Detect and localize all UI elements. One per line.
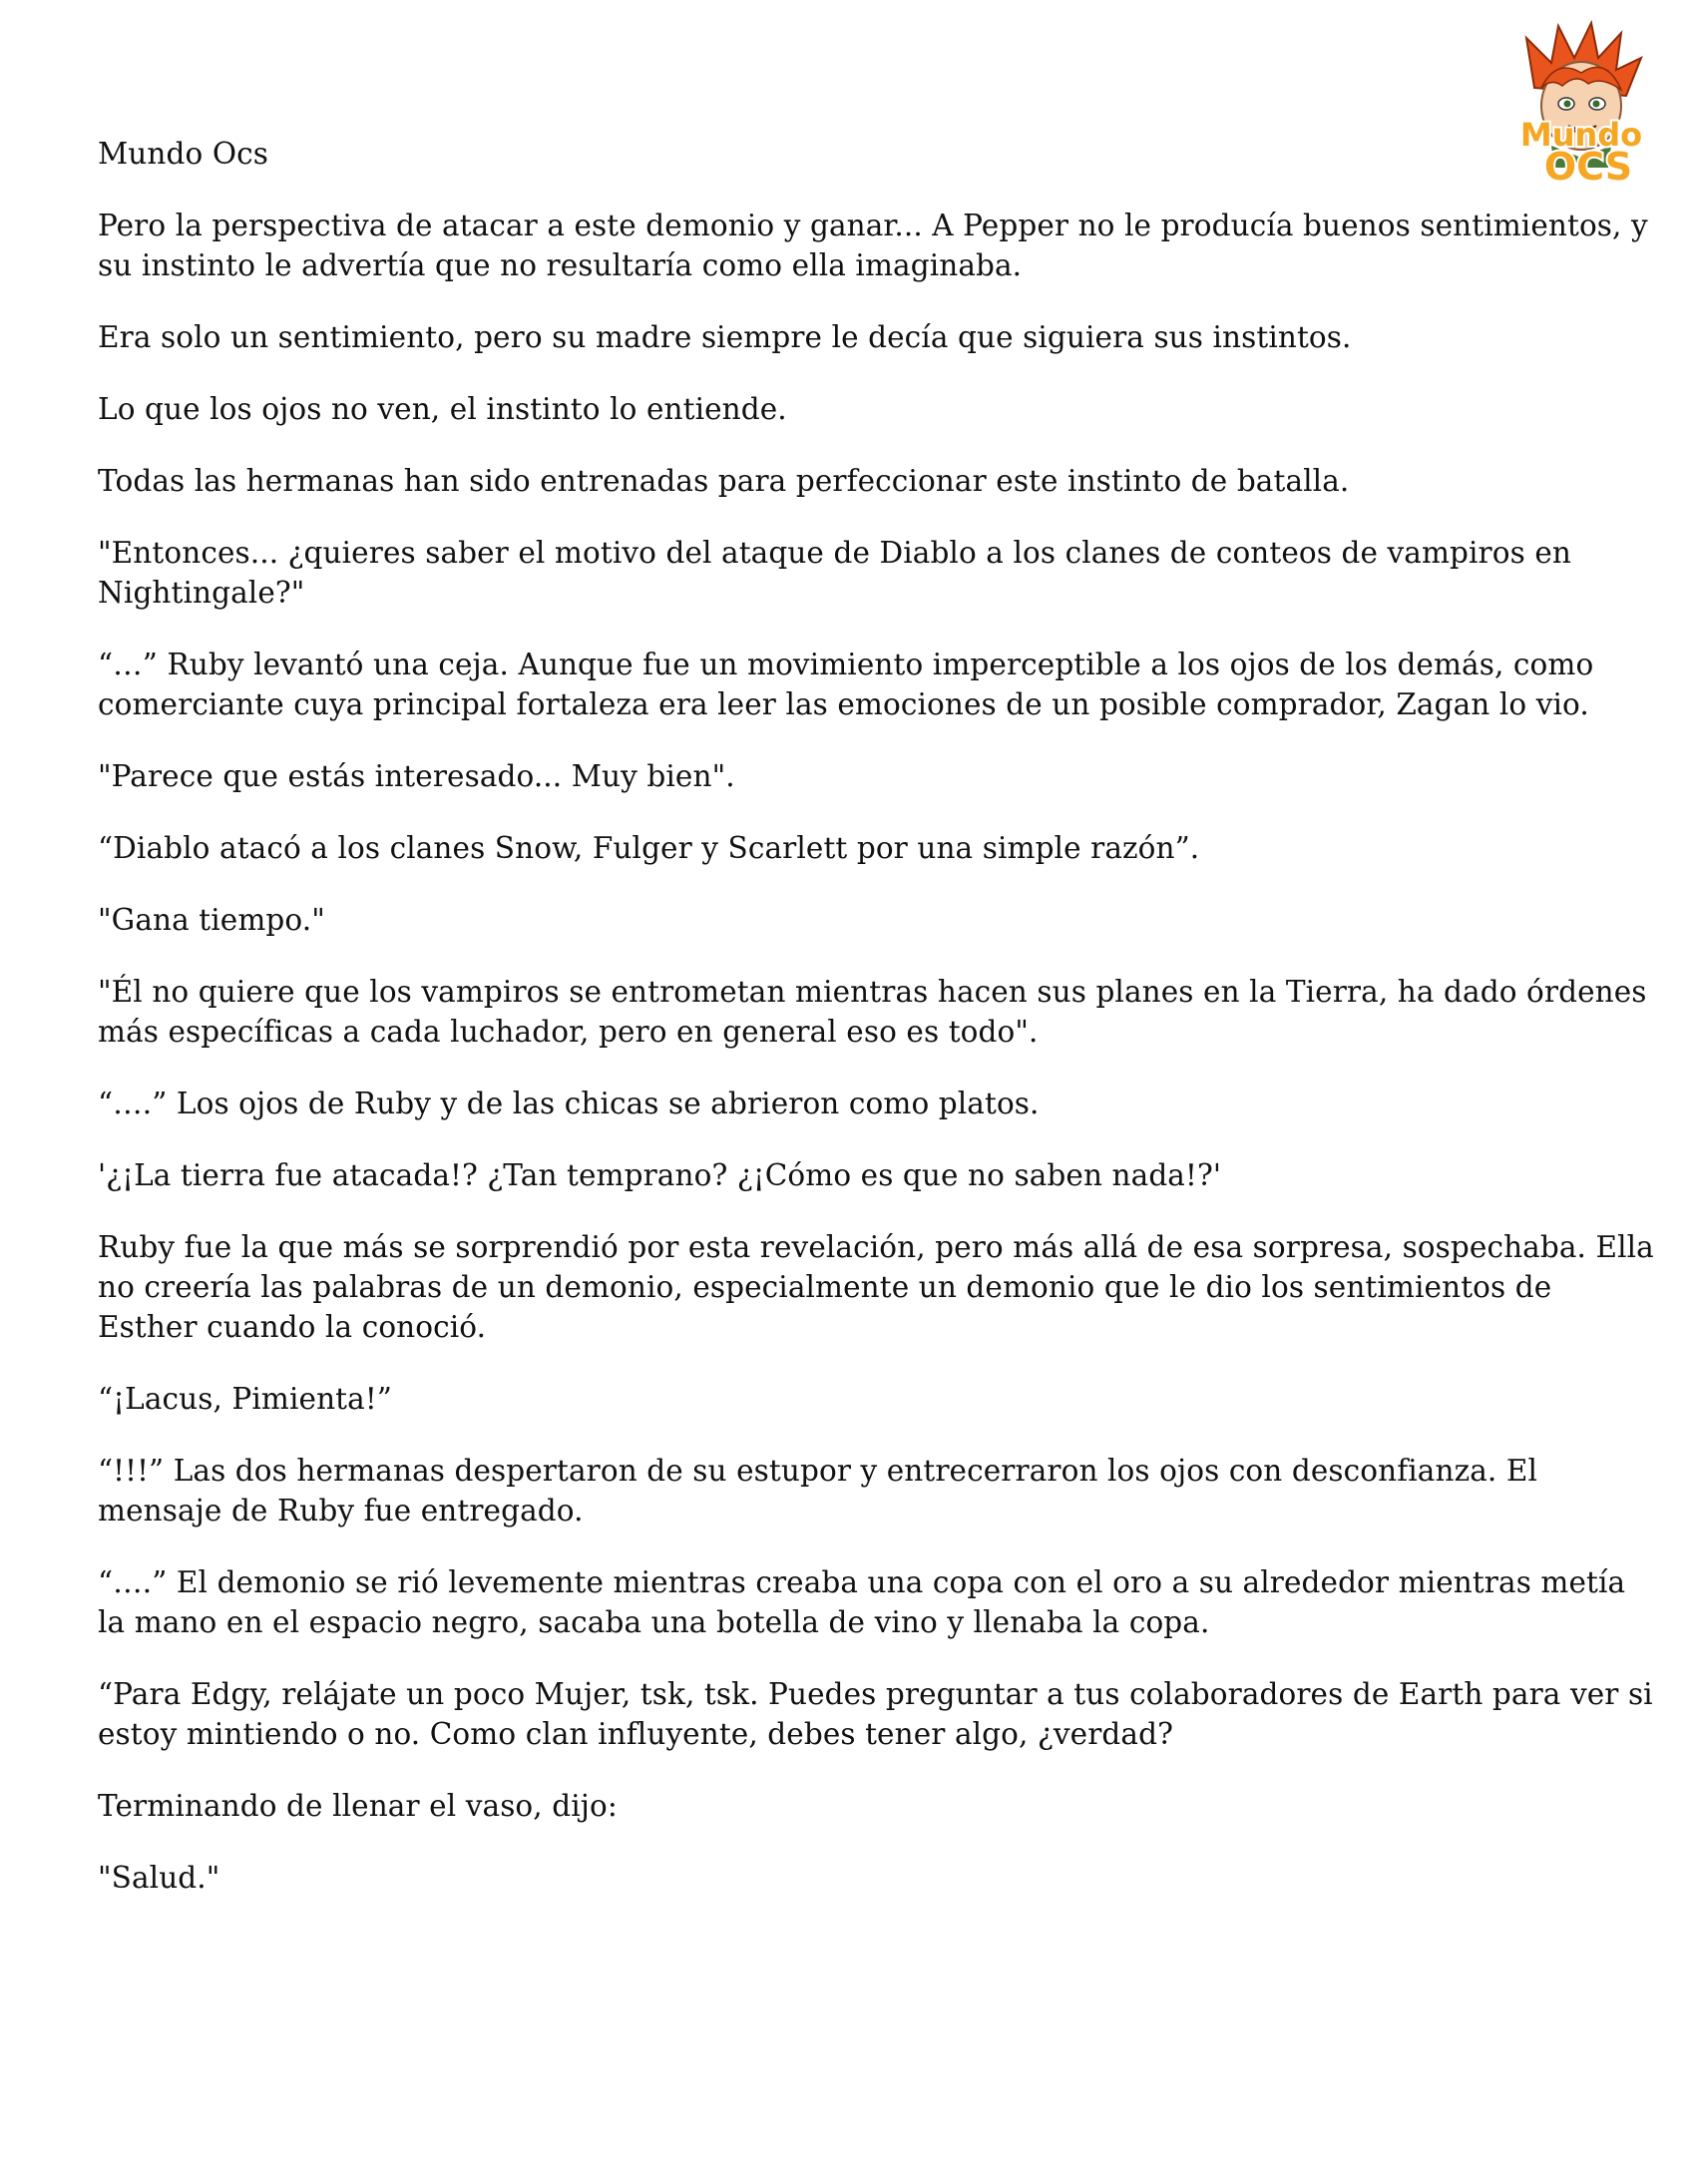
document-body: [98, 134, 1654, 1930]
paragraph: “…” Ruby levantó una ceja. Aunque fue un movimiento imperceptible a los ojos de los demás, como comerciante cuya principal fortaleza era leer las emociones de un posible comprador, Zagan lo vio.: [98, 648, 1594, 721]
paragraph: "Gana tiempo.": [98, 903, 325, 937]
paragraph: “Para Edgy, relájate un poco Mujer, tsk, tsk. Puedes preguntar a tus colaboradores de Earth para ver si estoy mintiendo o no. Como clan influyente, debes tener algo, ¿verdad?: [98, 1677, 1653, 1751]
paragraph: "Salud.": [98, 1861, 220, 1895]
paragraph: Terminando de llenar el vaso, dijo:: [98, 1789, 618, 1823]
logo-text-top: Mundo: [1519, 116, 1643, 154]
paragraph: Era solo un sentimiento, pero su madre siempre le decía que siguiera sus instintos.: [98, 320, 1352, 354]
logo-text-bottom: OCS: [1543, 145, 1633, 188]
paragraph: “!!!” Las dos hermanas despertaron de su estupor y entrecerraron los ojos con desconfianza. El mensaje de Ruby fue entregado.: [98, 1454, 1538, 1528]
paragraph: Todas las hermanas han sido entrenadas para perfeccionar este instinto de batalla.: [98, 464, 1350, 498]
paragraph: Ruby fue la que más se sorprendió por esta revelación, pero más allá de esa sorpresa, sospechaba. Ella no creería las palabras de un demonio, especialmente un demonio que le dio los sentimientos de Esther cuando la conoció.: [98, 1230, 1654, 1344]
paragraph: "Él no quiere que los vampiros se entrometan mientras hacen sus planes en la Tierra, ha dado órdenes más específicas a cada luchador, pero en general eso es todo".: [98, 975, 1647, 1049]
paragraph: "Entonces... ¿quieres saber el motivo del ataque de Diablo a los clanes de conteos de vampiros en Nightingale?": [98, 536, 1571, 610]
paragraph: Lo que los ojos no ven, el instinto lo entiende.: [98, 392, 787, 426]
paragraph: “….” El demonio se rió levemente mientras creaba una copa con el oro a su alrededor mientras metía la mano en el espacio negro, sacaba una botella de vino y llenaba la copa.: [98, 1565, 1626, 1639]
paragraph: '¿¡La tierra fue atacada!? ¿Tan temprano? ¿¡Cómo es que no saben nada!?': [98, 1158, 1222, 1192]
paragraph: “Diablo atacó a los clanes Snow, Fulger y Scarlett por una simple razón”.: [98, 831, 1200, 865]
paragraph: “¡Lacus, Pimienta!”: [98, 1382, 392, 1416]
paragraph: "Parece que estás interesado... Muy bien".: [98, 759, 735, 793]
page-header-title: Mundo Ocs: [98, 137, 268, 171]
paragraph: Pero la perspectiva de atacar a este demonio y ganar... A Pepper no le producía buenos sentimientos, y su instinto le advertía que no resultaría como ella imaginaba.: [98, 209, 1648, 282]
paragraph: “….” Los ojos de Ruby y de las chicas se abrieron como platos.: [98, 1087, 1040, 1120]
